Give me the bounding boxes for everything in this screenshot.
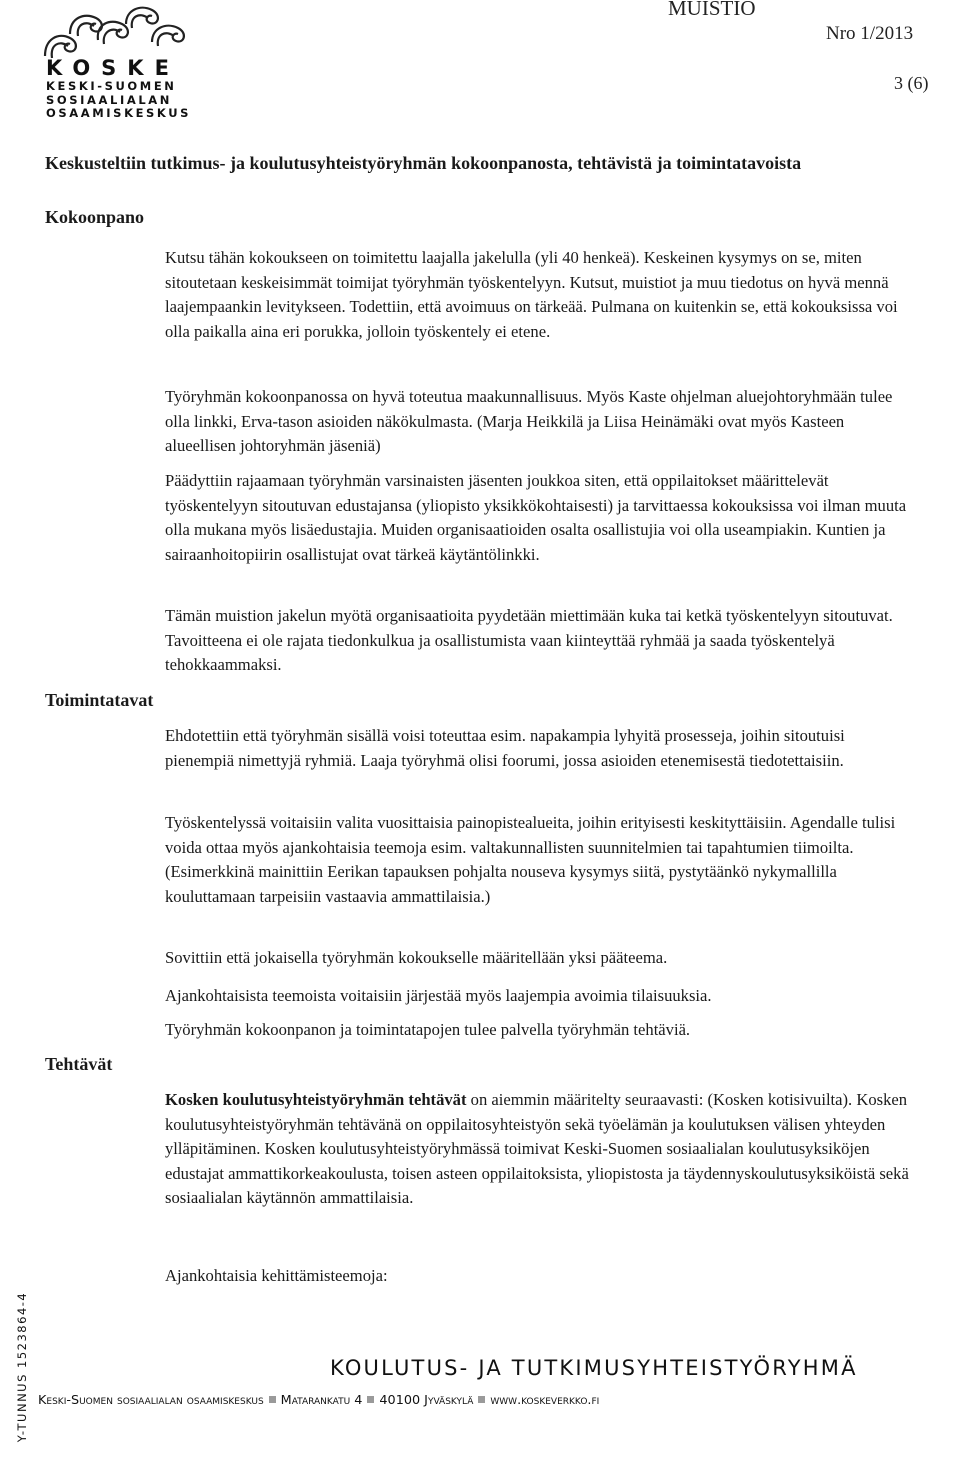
section-heading-toimintatavat: Toimintatavat xyxy=(45,690,154,710)
paragraph: Ehdotettiin että työryhmän sisällä voisi toteuttaa esim. napakampia lyhyitä prosesseja, joihin sitoutuisi pienempiä nimettyjä ryhmiä. Laaja työryhmä olisi foorumi, jossa asioiden etenemisestä tiedotettaisiin. xyxy=(165,726,845,770)
paragraph: Tämän muistion jakelun myötä organisaatioita pyydetään miettimään kuka tai ketkä työskentelyyn sitoutuvat. Tavoitteena ei ole rajata tiedonkulkua ja osallistumista vaan kiinteyttää ryhmää ja saada työskentelyä tehokkaammaksi. xyxy=(165,606,893,674)
paragraph-bold-lead: Kosken koulutusyhteistyöryhmän tehtävät xyxy=(165,1090,467,1109)
logo-line-3: OSAAMISKESKUS xyxy=(46,106,192,120)
logo-line-2: SOSIAALIALAN xyxy=(46,92,172,107)
paragraph: Kutsu tähän kokoukseen on toimitettu laajalla jakelulla (yli 40 henkeä). Keskeinen kysymys on se, miten sitoutetaan keskeisimmät toimijat työryhmän työskentelyyn. Kutsut, muistiot ja muu tiedotus on hyvä mennä laajempaankin levitykseen. Todettiin, että avoimuus on tärkeää. Pulmana on kuitenkin se, että kokouksissa voi olla paikalla aina eri porukka, jolloin työskentely ei etene. xyxy=(165,248,898,341)
footer-address: Matarankatu 4 xyxy=(280,1393,363,1408)
separator-square-icon xyxy=(269,1396,276,1403)
footer-website[interactable]: www.koskeverkko.fi xyxy=(490,1393,600,1408)
separator-square-icon xyxy=(367,1396,374,1403)
paragraph: Ajankohtaisia kehittämisteemoja: xyxy=(165,1266,388,1285)
koske-logo-icon xyxy=(40,4,190,62)
paragraph xyxy=(165,1088,910,1211)
footer-city: 40100 Jyväskylä xyxy=(379,1393,474,1408)
paragraph: Työryhmän kokoonpanossa on hyvä toteutua maakunnallisuus. Myös Kaste ohjelman aluejohtoryhmään tulee olla linkki, Erva-tason asioiden näkökulmasta. (Marja Heikkilä ja Liisa Heinämäki ovat myös Kasteen alueellisen johtoryhmän jäseniä) xyxy=(165,387,893,455)
paragraph: Työskentelyssä voitaisiin valita vuosittaisia painopistealueita, joihin erityisesti keskityttäisiin. Agendalle tulisi voida ottaa myös ajankohtaisia teemoja esim. valtakunnallisten suunnitelmien tai tapahtumien tiimoilta. (Esimerkkinä mainittiin Eerikan tapauksen pohjalta nouseva kysymys siitä, pystytäänkö nykymallilla kouluttamaan tarpeisiin vastaavia ammattilaisia.) xyxy=(165,813,896,906)
logo-line-1: KESKI-SUOMEN xyxy=(46,79,177,93)
document-number: Nro 1/2013 xyxy=(826,23,914,44)
page-title: Keskusteltiin tutkimus- ja koulutusyhteistyöryhmän kokoonpanosta, tehtävistä ja toimintatavoista xyxy=(45,153,802,173)
document-type: MUISTIO xyxy=(668,0,756,20)
page-number: 3 (6) xyxy=(894,73,929,93)
footer-contact xyxy=(38,1393,599,1408)
paragraph-rest: on aiemmin määritelty seuraavasti: (Kosken kotisivuilta). Kosken koulutusyhteistyöryhmän tehtävänä on oppilaitosyhteistyön sekä työelämän ja koulutuksen välisen yhteyden ylläpitäminen. Kosken koulutusyhteistyöryhmässä toimivat Keski-Suomen sosiaalialan koulutusyksiköjen edustajat ammattikorkeakoulusta, toisen asteen oppilaitoksista, yliopistosta ja täydennyskoulutusyksiköistä sekä sosiaalialan käytännön ammattilaisia. xyxy=(165,1090,909,1207)
paragraph: Ajankohtaisista teemoista voitaisiin järjestää myös laajempia avoimia tilaisuuksia. xyxy=(165,986,712,1005)
paragraph: Sovittiin että jokaisella työryhmän kokoukselle määritellään yksi pääteema. xyxy=(165,948,668,967)
footer-title: KOULUTUS- JA TUTKIMUSYHTEISTYÖRYHMÄ xyxy=(330,1356,858,1380)
section-heading-kokoonpano: Kokoonpano xyxy=(45,207,145,227)
koske-logo-text xyxy=(46,58,191,120)
business-id: Y-TUNNUS 1523864-4 xyxy=(15,1291,29,1443)
footer-org: Keski-Suomen sosiaalialan osaamiskeskus xyxy=(38,1393,264,1408)
logo-name: KOSKE xyxy=(46,56,180,80)
paragraph: Työryhmän kokoonpanon ja toimintatapojen tulee palvella työryhmän tehtäviä. xyxy=(165,1020,691,1039)
section-heading-tehtavat: Tehtävät xyxy=(45,1054,113,1074)
separator-square-icon xyxy=(478,1396,485,1403)
paragraph: Päädyttiin rajaamaan työryhmän varsinaisten jäsenten joukkoa siten, että oppilaitokset määrittelevät työskentelyyn sitoutuvan edustajansa (yliopisto yksikkökohtaisesti) ja tarvittaessa kokouksissa voi ilman muuta olla mukana myös lisäedustajia. Muiden organisaatioiden osalta osallistujia voi olla useampiakin. Kuntien ja sairaanhoitopiirin osallistujat ovat tärkeä käytäntölinkki. xyxy=(165,471,907,564)
